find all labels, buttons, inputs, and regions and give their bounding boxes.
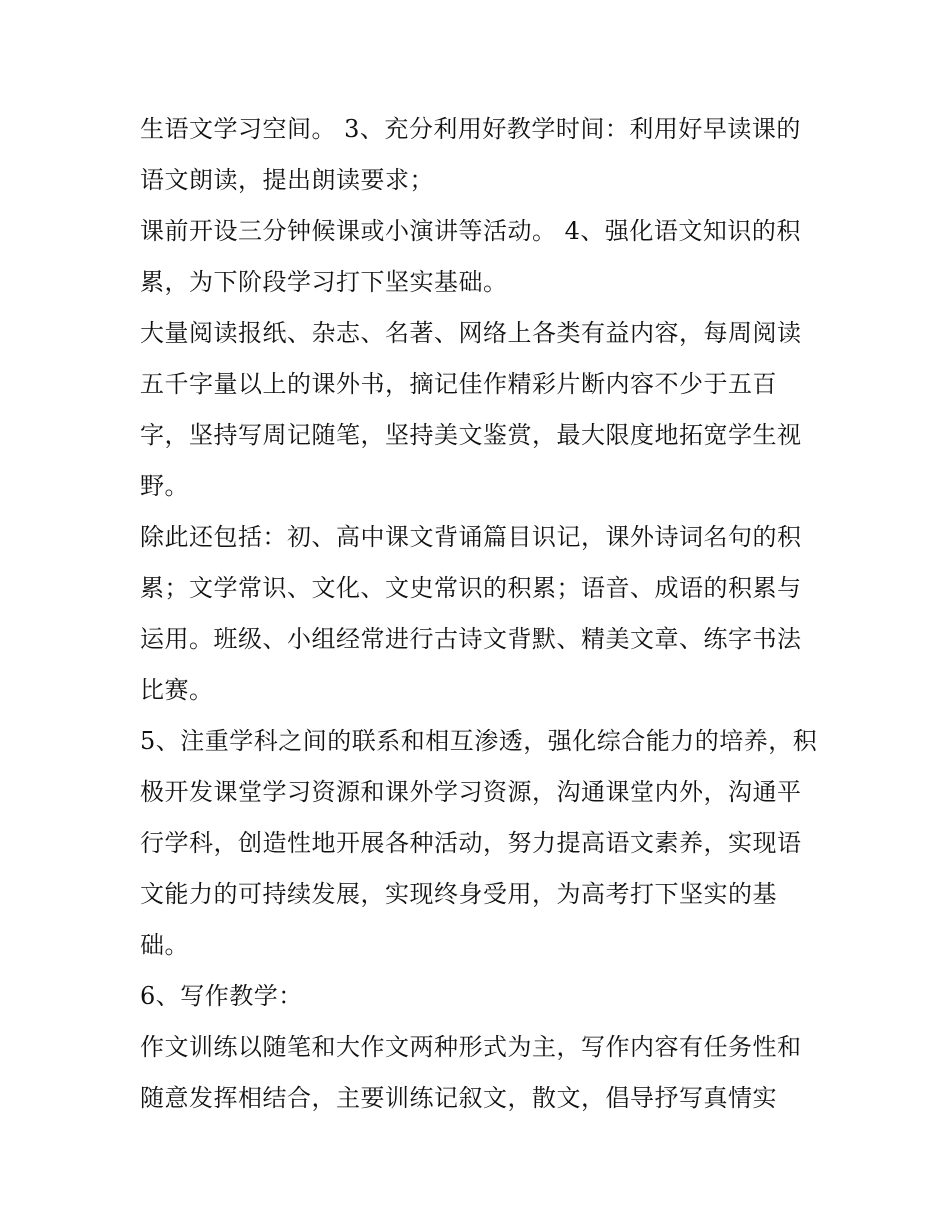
document-body (140, 104, 820, 1124)
paragraph-extensive-reading: 大量阅读报纸、杂志、名著、网络上各类有益内容，每周阅读五千字量以上的课外书，摘记佳作精彩片断内容不少于五百字，坚持写周记随笔，坚持美文鉴赏，最大限度地拓宽学生视野。 (140, 319, 802, 500)
paragraph-interdisciplinary: 5、注重学科之间的联系和相互渗透，强化综合能力的培养，积极开发课堂学习资源和课外学习资源，沟通课堂内外，沟通平行学科，创造性地开展各种活动，努力提高语文素养，实现语文能力的可持续发展，实现终身受用，为高考打下坚实的基础。 (140, 727, 818, 959)
paragraph-knowledge-accumulation: 课前开设三分钟候课或小演讲等活动。 4、强化语文知识的积累，为下阶段学习打下坚实基础。 (140, 217, 801, 296)
paragraph-writing-heading: 6、写作教学： (140, 982, 303, 1010)
paragraph-recitation: 除此还包括：初、高中课文背诵篇目识记，课外诗词名句的积累；文学常识、文化、文史常识的积累；语音、成语的积累与运用。班级、小组经常进行古诗文背默、精美文章、练字书法比赛。 (140, 523, 802, 704)
paragraph-study-time: 生语文学习空间。 3、充分利用好教学时间：利用好早读课的语文朗读，提出朗读要求； (140, 115, 801, 194)
paragraph-writing-training: 作文训练以随笔和大作文两种形式为主，写作内容有任务性和随意发挥相结合，主要训练记叙文，散文，倡导抒写真情实 (140, 1033, 802, 1112)
